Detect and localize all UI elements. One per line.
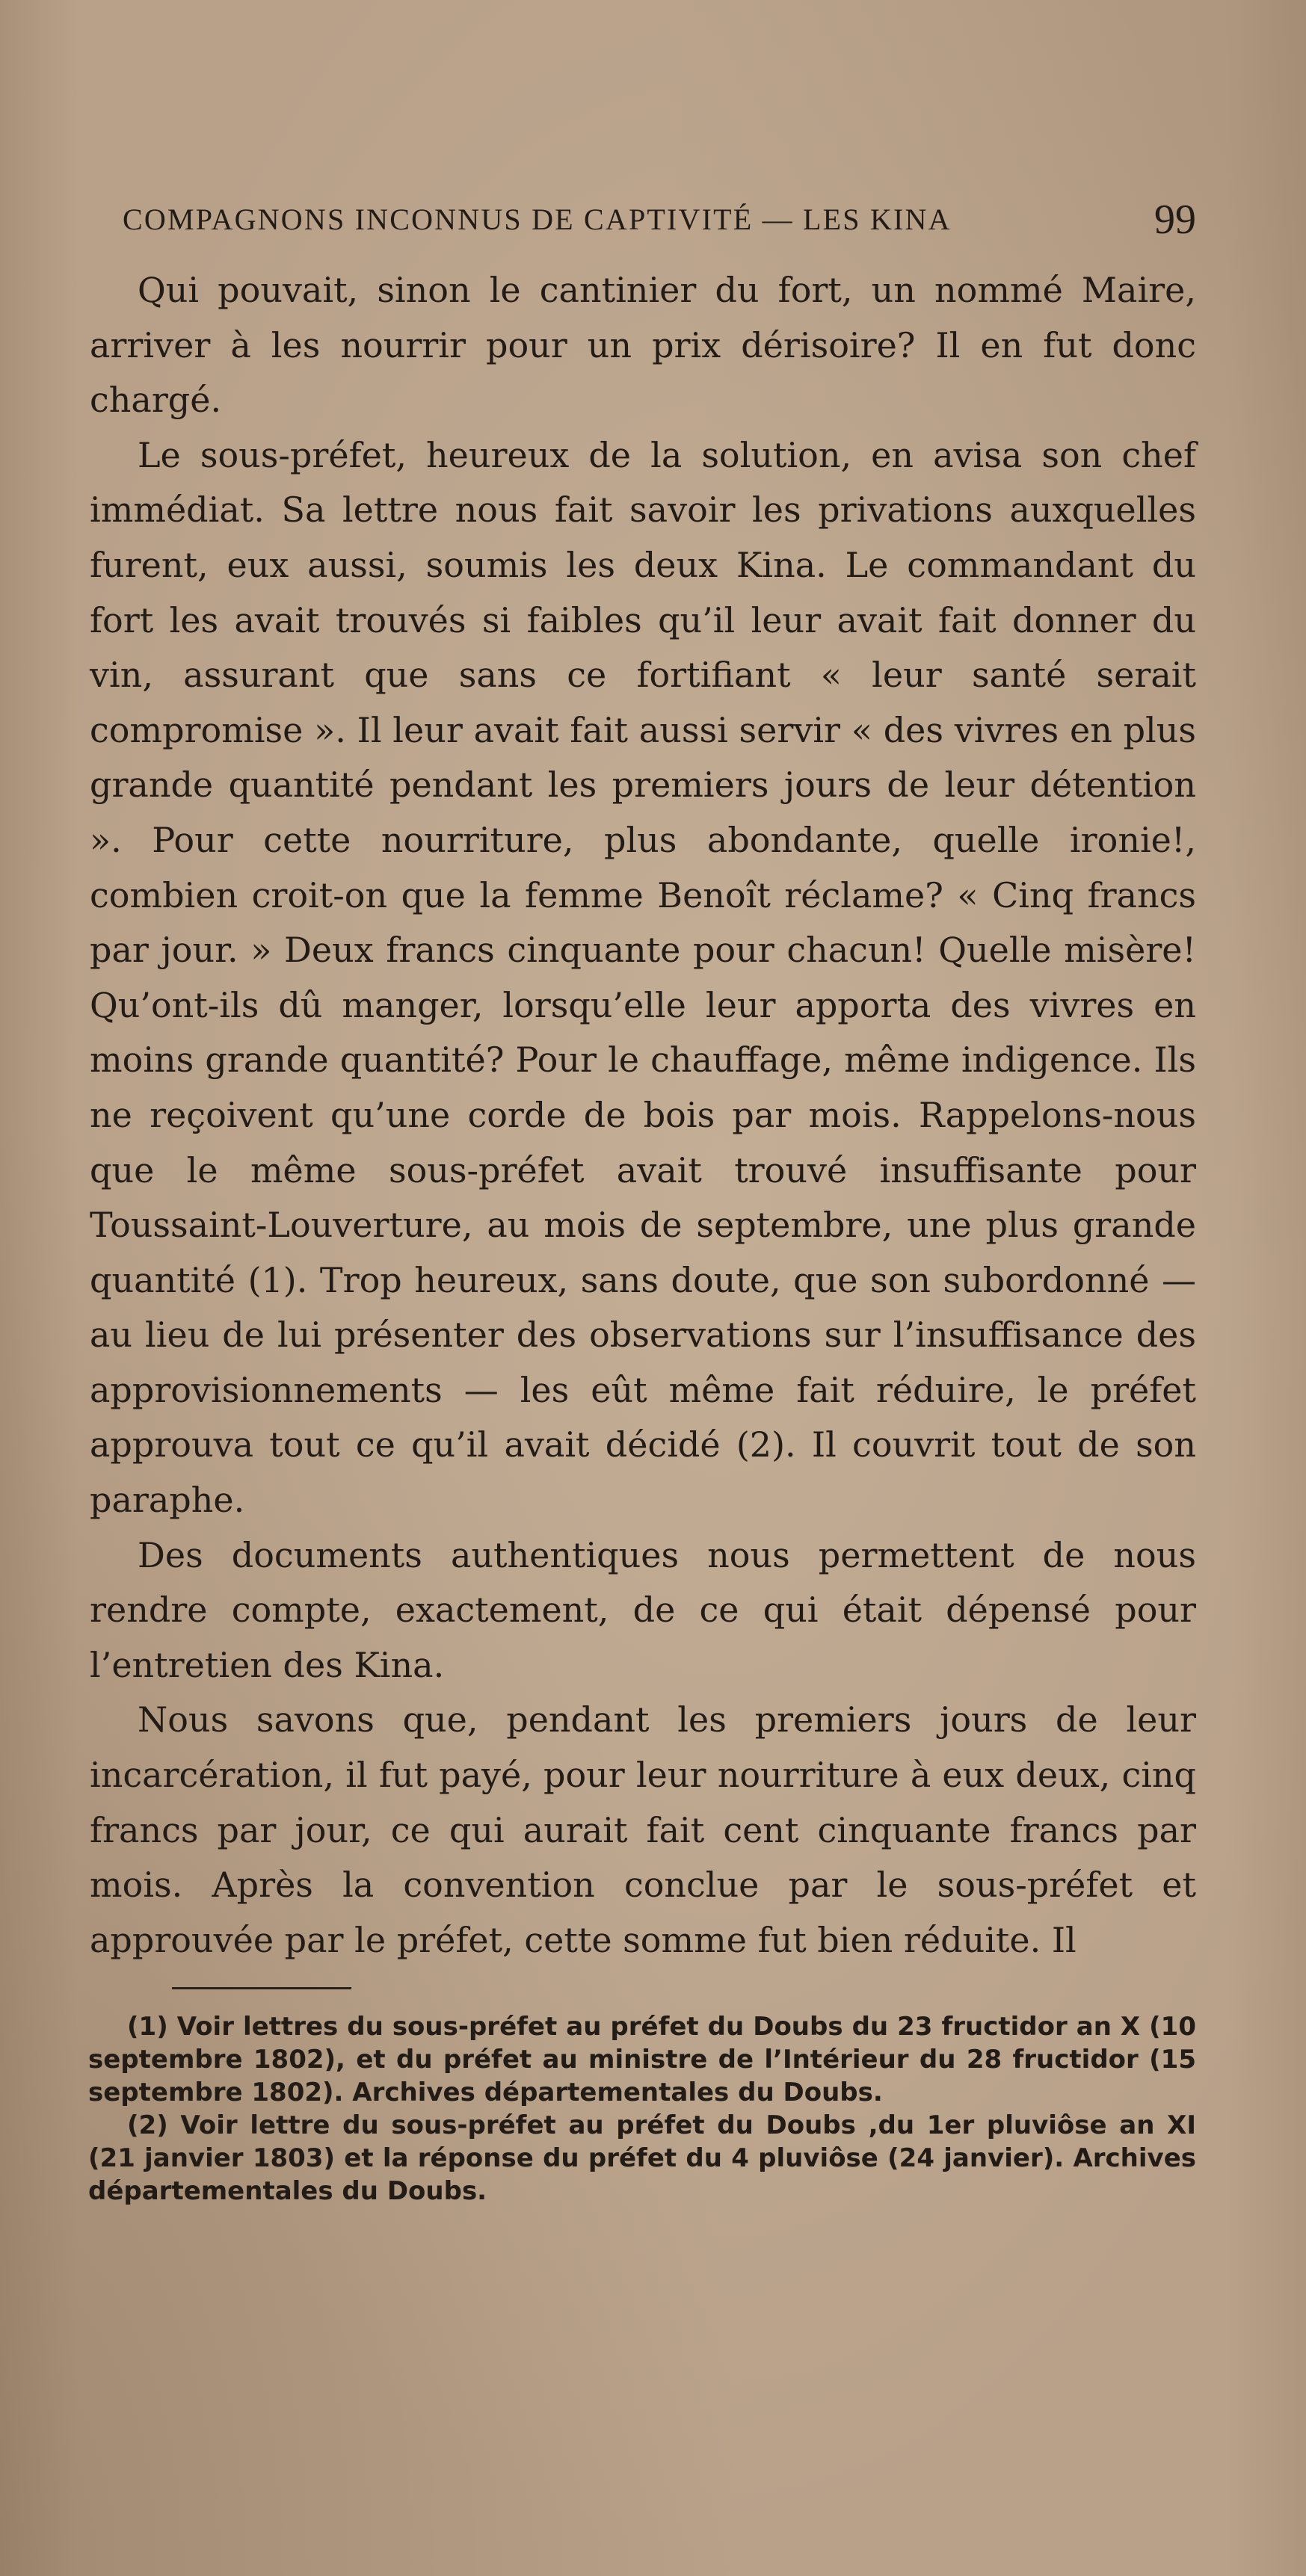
page-number: 99 (1154, 197, 1196, 243)
paragraph: Des documents authentiques nous permettent de nous rendre compte, exactement, de ce qui était dépensé pour l’entretien des Kina. (90, 1534, 1196, 1685)
page-header (105, 196, 1196, 248)
footnote-rule (172, 1987, 351, 1989)
body-text (90, 263, 1196, 1968)
running-head: COMPAGNONS INCONNUS DE CAPTIVITÉ — LES KINA (123, 203, 952, 236)
footnotes (88, 2010, 1196, 2208)
footnote: (1) Voir lettres du sous-préfet au préfet du Doubs du 23 fructidor an X (10 septembre 1802), et du préfet au ministre de l’Intérieur du 28 fructidor (15 septembre 1802). Archives départementales du Doubs. (88, 2012, 1196, 2107)
footnote: (2) Voir lettre du sous-préfet au préfet du Doubs ,du 1er pluviôse an XI (21 janvier 1803) et la réponse du préfet du 4 pluviôse (24 janvier). Archives départementales du Doubs. (88, 2110, 1196, 2206)
paragraph: Nous savons que, pendant les premiers jours de leur incarcération, il fut payé, pour leur nourriture à eux deux, cinq francs par jour, ce qui aurait fait cent cinquante francs par mois. Après la convention conclue par le sous-préfet et approuvée par le préfet, cette somme fut bien réduite. Il (90, 1699, 1196, 1960)
paragraph: Qui pouvait, sinon le cantinier du fort, un nommé Maire, arriver à les nourrir pour un prix dérisoire? Il en fut donc chargé. (90, 270, 1196, 421)
paragraph: Le sous-préfet, heureux de la solution, en avisa son chef immédiat. Sa lettre nous fait savoir les privations auxquelles furent, eux aussi, soumis les deux Kina. Le commandant du fort les avait trouvés si faibles qu’il leur avait fait donner du vin, assurant que sans ce fortifiant « leur santé serait compromise ». Il leur avait fait aussi servir « des vivres en plus grande quantité pendant les premiers jours de leur détention ». Pour cette nourriture, plus abondante, quelle ironie!, combien croit-on que la femme Benoît réclame? « Cinq francs par jour. » Deux francs cinquante pour chacun! Quelle misère! Qu’ont-ils dû manger, lorsqu’elle leur apporta des vivres en moins grande quantité? Pour le chauffage, même indigence. Ils ne reçoivent qu’une corde de bois par mois. Rappelons-nous que le même sous-préfet avait trouvé insuffisante pour Toussaint-Louverture, au mois de septembre, une plus grande quantité (1). Trop heureux, sans doute, que son subordonné — au lieu de lui présenter des observations sur l’insuffisance des approvisionnements — les eût même fait réduire, le préfet approuva tout ce qu’il avait décidé (2). Il couvrit tout de son paraphe. (90, 434, 1196, 1521)
